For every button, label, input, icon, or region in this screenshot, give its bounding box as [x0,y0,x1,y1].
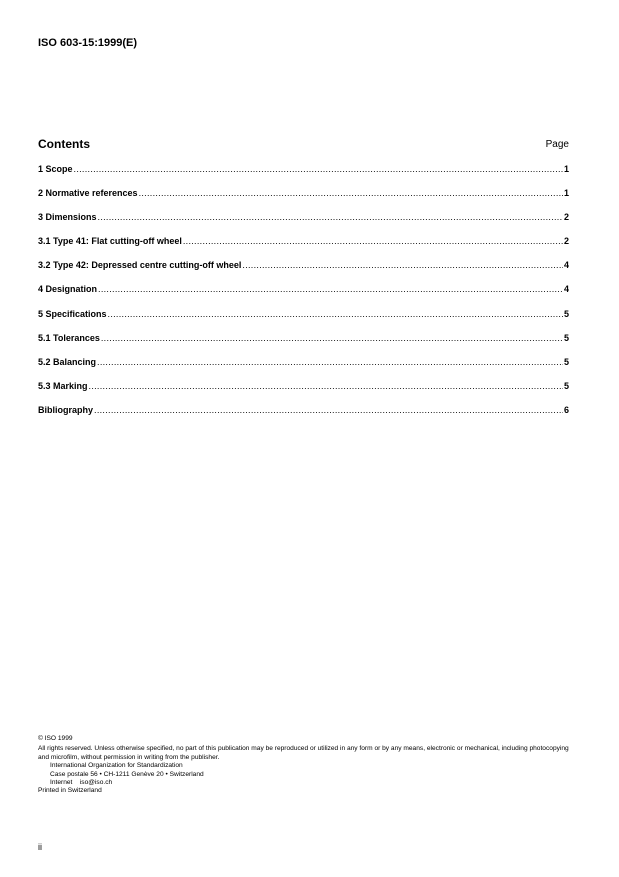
toc-entry-title: 5.1 Tolerances [38,332,100,343]
toc-entry-normative-references[interactable] [38,188,569,212]
copyright-line: © ISO 1999 [38,735,73,742]
toc-entry-title: Bibliography [38,404,94,415]
toc-entry-title: 5.2 Balancing [38,356,97,367]
toc-dot-leader [242,260,563,270]
table-of-contents [38,164,569,429]
toc-entry-title: 5 Specifications [38,308,107,319]
page-number: ii [38,842,42,852]
toc-dot-leader [94,405,563,415]
toc-entry-title: 5.3 Marking [38,380,88,391]
internet-line [38,779,578,787]
toc-dot-leader [97,357,563,367]
toc-entry-title: 2 Normative references [38,188,138,199]
contents-heading: Contents [38,137,90,151]
toc-dot-leader [89,381,563,391]
toc-entry-page: 5 [563,308,569,319]
toc-dot-leader [108,309,563,319]
toc-entry-type-42[interactable] [38,260,569,284]
page-column-label: Page [545,139,569,150]
toc-entry-page: 5 [563,380,569,391]
toc-entry-title: 3.1 Type 41: Flat cutting-off wheel [38,236,182,247]
toc-entry-page: 4 [563,260,569,271]
copyright-notice [38,735,578,796]
toc-entry-title: 3.2 Type 42: Depressed centre cutting-off wheel [38,260,242,271]
organization-address: Case postale 56 • CH-1211 Genève 20 • Switzerland [50,770,204,778]
toc-entry-page: 5 [563,356,569,367]
toc-entry-title: 3 Dimensions [38,212,97,223]
toc-dot-leader [101,333,563,343]
toc-dot-leader [98,284,563,294]
rights-statement: All rights reserved. Unless otherwise specified, no part of this publication may be reproduced or utilized in any form or by any means, electronic or mechanical, including photocopying and microfilm, without permission in writing from the publisher. [38,745,569,761]
toc-entry-page: 2 [563,236,569,247]
printed-in: Printed in Switzerland [38,787,102,795]
toc-entry-balancing[interactable] [38,357,569,381]
toc-entry-type-41[interactable] [38,236,569,260]
document-id: ISO 603-15:1999(E) [38,37,138,49]
toc-entry-title: 1 Scope [38,164,73,174]
toc-entry-scope[interactable] [38,164,569,188]
toc-entry-title: 4 Designation [38,284,98,295]
email-link[interactable]: iso@iso.ch [79,779,113,787]
toc-entry-page: 1 [563,164,569,174]
toc-dot-leader [139,188,563,198]
toc-dot-leader [183,236,563,246]
toc-entry-page: 4 [563,284,569,295]
toc-entry-bibliography[interactable] [38,405,569,429]
toc-entry-specifications[interactable] [38,309,569,333]
toc-dot-leader [98,212,563,222]
toc-dot-leader [74,164,563,174]
internet-label: Internet [50,779,73,787]
organization-name: International Organization for Standardization [50,762,183,770]
toc-entry-page: 2 [563,212,569,223]
toc-entry-designation[interactable] [38,284,569,308]
toc-entry-tolerances[interactable] [38,333,569,357]
toc-entry-marking[interactable] [38,381,569,405]
toc-entry-page: 1 [563,188,569,199]
toc-entry-page: 6 [563,404,569,415]
toc-entry-page: 5 [563,332,569,343]
toc-entry-dimensions[interactable] [38,212,569,236]
